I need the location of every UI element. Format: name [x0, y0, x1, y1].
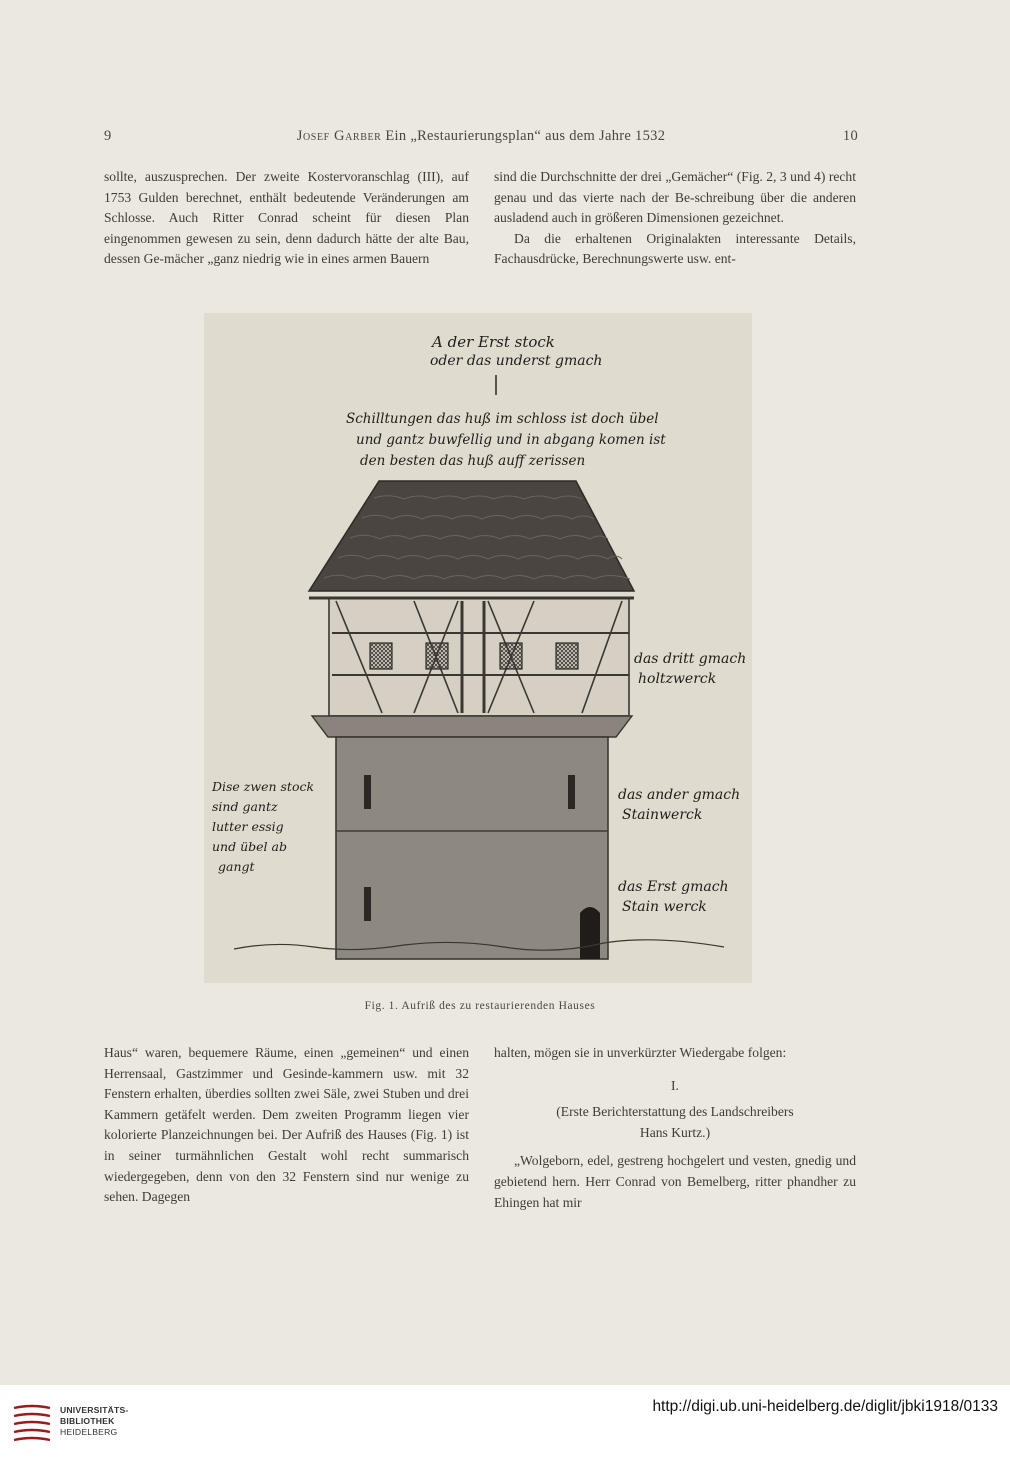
annotation-r2a: das ander gmach	[618, 787, 741, 803]
page-number-left: 9	[104, 128, 112, 144]
section-heading: I.	[671, 1077, 679, 1093]
library-name	[60, 1405, 129, 1437]
annotation-r2b: Stainwerck	[622, 807, 703, 823]
figure-tower-elevation	[204, 313, 752, 983]
annotation-r3b: Stain werck	[622, 899, 707, 915]
annotation-a1: A der Erst stock	[432, 333, 555, 351]
paragraph: sollte, auszusprechen. Der zweite Kostervoranschlag (III), auf 1753 Gulden berechnet, enthält bedeutende Veränderungen am Schlosse. Auch Ritter Conrad scheint für diesen Plan eingenommen gewesen zu sein, denn dadurch hätte der alte Bau, dessen Ge-mächer „ganz niedrig wie in eines armen Bauern	[104, 169, 469, 267]
annotation-r1b: holtzwerck	[638, 671, 717, 687]
library-logo-icon	[10, 1402, 54, 1446]
library-line: BIBLIOTHEK	[60, 1415, 115, 1426]
paragraph: „Wolgeborn, edel, gestreng hochgelert und vesten, gnedig und gebietend hern. Herr Conrad von Bemelberg, ritter phandher zu Ehingen hat mir	[494, 1153, 856, 1210]
paragraph: halten, mögen sie in unverkürzter Wiedergabe folgen:	[494, 1045, 787, 1060]
annotation-r3a: das Erst gmach	[618, 879, 729, 895]
annotation-l2: sind gantz	[212, 799, 278, 814]
paragraph: sind die Durchschnitte der drei „Gemächer“ (Fig. 2, 3 und 4) recht genau und das vierte nach der Be-schreibung über die anderen ausladend auch in größeren Dimensionen gezeichnet.	[494, 169, 856, 226]
annotation-l5: gangt	[218, 859, 255, 874]
annotation-l4: und übel ab	[212, 839, 287, 854]
author-name: Josef Garber	[296, 128, 382, 144]
section-subtitle: Hans Kurtz.)	[639, 1124, 711, 1140]
library-line: UNIVERSITÄTS-	[60, 1405, 129, 1415]
annotation-l3: lutter essig	[212, 819, 284, 834]
annotation-r1a: das dritt gmach	[634, 651, 747, 667]
column-left-bottom	[104, 1043, 469, 1208]
running-title	[104, 128, 858, 145]
paragraph: Haus“ waren, bequemere Räume, einen „gemeinen“ und einen Herrensaal, Gastzimmer und Gesinde-kammern usw. mit 32 Fenstern erhalten, überdies sollten zwei Säle, zwei Stuben und drei Kammern getäfelt werden. Dem zweiten Programm liegen vier kolorierte Planzeichnungen bei. Der Aufriß des Hauses (Fig. 1) ist in seiner turmähnlichen Gestalt wohl recht summarisch wiedergegeben, denn von den 32 Fenstern sind nur wenige zu sehen. Dagegen	[104, 1045, 469, 1205]
annotation-a2: oder das underst gmach	[430, 353, 603, 369]
annotation-b3: den besten das huß auff zerissen	[360, 453, 586, 469]
tower-drawing	[204, 313, 752, 983]
source-url-link[interactable]: http://digi.ub.uni-heidelberg.de/diglit/jbki1918/0133	[652, 1398, 998, 1415]
running-header	[104, 128, 858, 150]
section-subtitle: (Erste Berichterstattung des Landschreibers	[556, 1104, 794, 1120]
column-right-top	[494, 167, 856, 270]
page-number-right: 10	[842, 128, 858, 144]
paragraph: Da die erhaltenen Originalakten interessante Details, Fachausdrücke, Berechnungswerte usw. ent-	[494, 230, 856, 267]
stone-base	[336, 737, 608, 959]
column-right-bottom	[494, 1043, 856, 1213]
library-line: HEIDELBERG	[60, 1426, 118, 1437]
article-title: Ein „Restaurierungsplan“ aus dem Jahre 1532	[385, 128, 666, 144]
door	[580, 907, 600, 959]
column-left-top	[104, 167, 469, 270]
figure-caption: Fig. 1. Aufriß des zu restaurierenden Hauses	[364, 1000, 596, 1012]
annotation-l1: Dise zwen stock	[212, 779, 315, 794]
annotation-b2: und gantz buwfellig und in abgang komen ist	[356, 432, 666, 448]
digitization-footer	[0, 1385, 1010, 1459]
annotation-b1: Schilltungen das huß im schloss ist doch übel	[346, 411, 659, 427]
